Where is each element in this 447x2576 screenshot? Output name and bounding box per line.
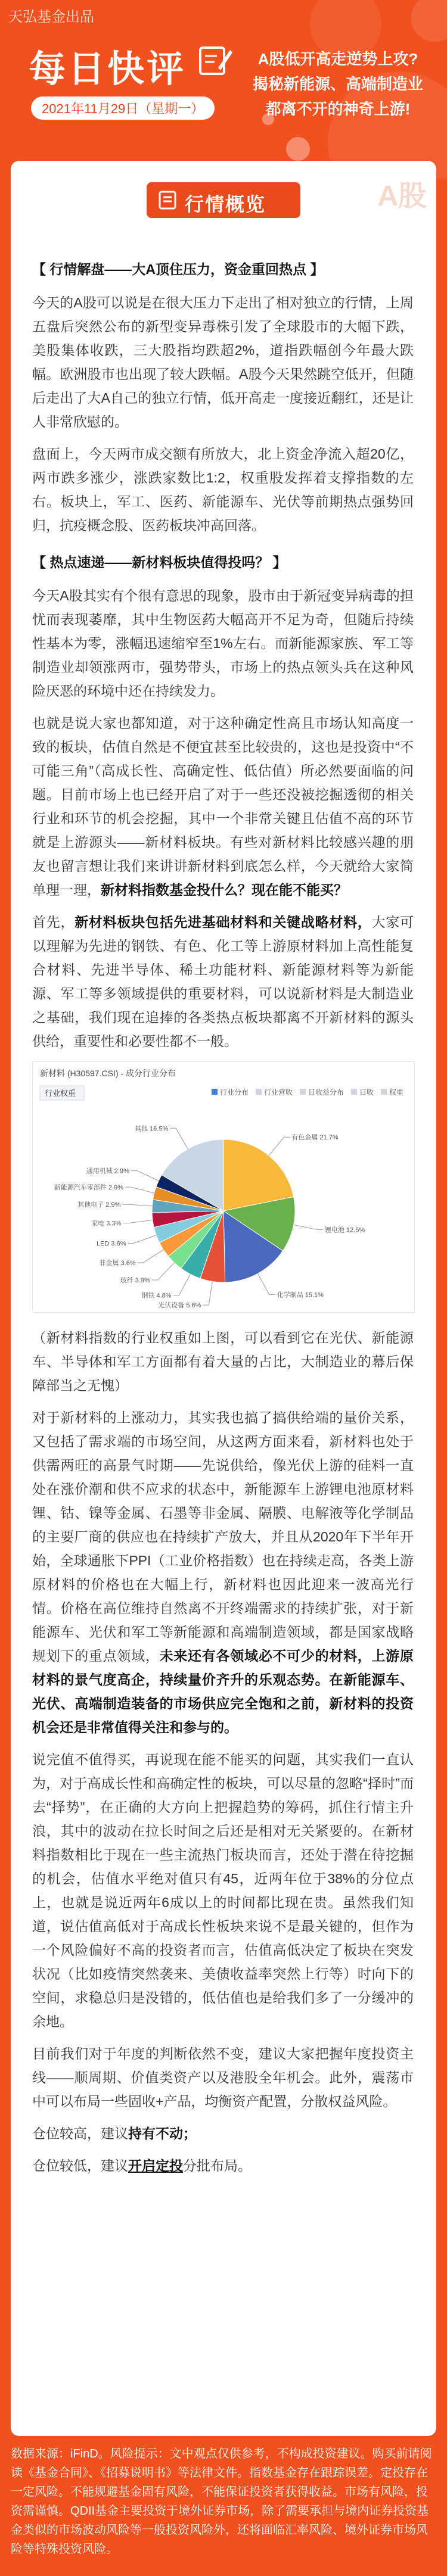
pie-slice-label: 钢铁 4.8% [141,1292,172,1300]
paragraph-9: 目前我们对于年度的判断依然不变，建议大家把握年度投资主线——顺周期、价值类资产以及港股全年机会。此外，震荡市中可以布局一些固收+产品，均衡资产配置，分散权益风险。 [32,2046,414,2109]
date-badge: 2021年11月29日（星期一） [31,96,215,120]
pie-label-line [125,1187,154,1193]
pie-label-line [294,1225,323,1230]
pie-slice-label: 有色金属 21.7% [291,1134,339,1142]
article-body [32,244,414,2186]
content-card [11,161,436,2436]
pie-label-line [152,1263,175,1280]
pie-slice-label: 其他 16.5% [134,1125,169,1133]
legend-swatch [300,1089,306,1095]
pie-slice-label: 非金属 3.6% [99,1259,136,1267]
paragraph-6: （新材料指数的行业权重如上图，可以看到它在光伏、新能源车、半导体和军工方面都有着大量的占比，大制造业的幕后保障部当之无愧） [32,1330,414,1393]
pie-label-line [170,1128,188,1149]
pie-slice-label: 化学制品 15.1% [277,1291,324,1299]
pie-label-line [122,1204,152,1206]
pie-label-line [203,1282,212,1306]
chart-legend [212,1088,403,1097]
heading-market: 【 行情解盘——大A顶住压力，资金重回热点 】 [32,261,324,277]
paragraph-5-bold: 新材料板块包括先进基础材料和关键战略材料， [74,914,372,930]
doc-icon [157,190,178,210]
pie-label-line [123,1220,153,1223]
pie-slice-label: 家电 3.3% [91,1220,122,1228]
paragraph-5-text: 大家可以理解为先进的钢铁、有色、化工等上游原材料加上高性能复合材料、先进半导体、稀土功能材料、新能源材料等为新能源、军工等多领域提供的重要材料，可以说新材料是大制造业之基础，我们现在追捧的各类热点板块都离不开新材料的源头供给，重要性和必要性都不一般。 [32,914,414,1049]
paragraph-2: 盘面上，今天两市成交额有所放大，北上资金净流入超20亿，两市跌多涨少，涨跌家数比1:2，权重股发挥着支撑指数的左右。板块上，军工、医药、新能源车、光伏等前期热点强势回归，抗疫概念股、医药板块冲高回落。 [32,446,414,533]
page-title: 每日快评 [29,47,187,91]
slogan-line-1: A股低开高走逆势上攻? [257,50,418,68]
paragraph-5-lead: 首先， [32,914,75,930]
legend-swatch [351,1089,357,1095]
paragraph-3: 今天A股其实有个很有意思的现象，股市由于新冠变异病毒的担忧而表现萎靡，其中生物医药大幅高开不足为奇，但随后持续性基本为零，涨幅迅速缩窄至1%左右。而新能源家族、军工等制造业却领涨两市，强势带头，市场上的热点领头兵在这种风险厌恶的环境中还在持续发力。 [32,588,414,699]
paragraph-11 [32,2154,414,2178]
pie-slice-label: 玻纤 3.9% [120,1277,150,1285]
paragraph-10 [32,2122,414,2145]
section-title [147,182,300,218]
paragraph-5 [32,910,414,1053]
pie-label-line [269,1137,290,1155]
paragraph-1: 今天的A股可以说是在很大压力下走出了相对独立的行情，上周五盘后突然公布的新型变异毒株引发了全球股市的大幅下跌，美股集体收跌，三大股指均跌超2%，道指跌幅创今年最大跌幅。欧洲股市也出现了较大跌幅。A股今天果然跳空低开，但随后走出了大A自己的独立行情，低开高走一度接近翻红，还是让人非常欣慰的。 [32,295,414,429]
chart-title: 新材料 (H30597.CSI) - 成分行业分布 [40,1069,176,1078]
paragraph-8: 说完值不值得买，再说现在能不能买的问题，其实我们一直认为，对于高成长性和高确定性的板块，可以尽量的忽略“择时”而去“择势”，在正确的大方向上把握趋势的筹码，抓住行情主升浪，其中的波动在拉长时间之后还是相对无关紧要的。在新材料指数相比于现在一些主流热门板块而言，还处于潜在待挖掘的机会，估值水平绝对值只有45，近两年位于38%的分位点上，也就是说近两年6成以上的时间都比现在贵。虽然我们知道，说估值高低对于高成长性板块来说不是最关键的，但作为一个风险偏好不高的投资者而言，估值高低决定了板块在突发状况（比如疫情突然袭来、美债收益率突然上行等）时向下的空间，求稳总归是没错的，低估值也是给我们多了一分缓冲的余地。 [32,1752,414,2029]
legend-swatch [256,1089,262,1095]
legend-item[interactable]: 行业分布 [220,1088,249,1097]
pie-slices [152,1139,295,1282]
legend-item[interactable]: 日收益分布 [308,1088,344,1097]
paragraph-7 [32,1406,414,1739]
section-title-label: 行情概览 [185,194,266,215]
legend-swatch [381,1089,387,1095]
pie-label-line [131,1171,159,1181]
brand-label: 天弘基金出品 [8,9,94,25]
paragraph-4-text: 也就是说大家也都知道，对于这种确定性高且市场认知高度一致的板块，估值自然是不便宜甚至比较贵的，这也是投资中“不可能三角”（高成长性、高确定性、低估值）所必然要面临的问题。目前市场上也已经开启了对于一些还没被挖掘透彻的相关行业和环节的机会挖掘，其中一个非常关键且估值不高的环节就是上游源头——新材料板块。有些对新材料比较感兴趣的朋友也留言想让我们来讲讲新材料到底怎么样，今天就给大家简单理一理， [32,715,414,898]
pie-slice-label: LED 3.6% [96,1240,126,1248]
paragraph-4-bold: 新材料指数基金投什么？现在能不能买？ [101,882,347,898]
paragraph-7-text: 对于新材料的上涨动力，其实我也搞了搞供给端的量价关系，又包括了需求端的市场空间，从这两方面来看，新材料也处于供需两旺的高景气时期——先说供给，像光伏上游的硅料一直处在涨价潮和供不应求的状态中，新能源车上游锂电池原材料锂、钴、镍等金属、石墨等非金属、隔膜、电解液等化学制品的主要厂商的供应也在持续扩产放大，并且从2020年下半年开始，全球通胀下PPI（工业价格指数）也在持续走高，各类上游原材料的价格也在大幅上行，新材料也因此迎来一波高光行情。价格在高位维持自然离不开终端需求的持续扩张，对于新能源车、光伏和军工等新能源和高端制造领域，都是国家战略规划下的重点领域， [32,1410,414,1664]
pie-slice-label: 光伏设备 5.6% [158,1302,201,1310]
industry-pie-chart [32,1061,415,1313]
chart-tab-industry-weight[interactable]: 行业权重 [45,1089,76,1098]
paragraph-11-tail: 分批布局。 [183,2158,252,2173]
slogan [253,46,423,122]
slogan-line-2: 揭秘新能源、高端制造业 [252,75,423,93]
legend-item[interactable]: 权重 [389,1088,404,1097]
pie-slice-label: 其他电子 2.9% [77,1201,121,1209]
pie-label-line [258,1273,275,1294]
heading-hotspot: 【 热点速递——新材料板块值得投吗？ 】 [32,555,287,570]
pie-label-line [138,1250,164,1263]
pie-label-line [128,1235,157,1244]
header [0,0,447,179]
paragraph-10-text: 仓位较高，建议 [32,2126,128,2141]
pie-label-line [173,1274,191,1295]
disclaimer-footer: 数据来源：iFinD。风险提示：文中观点仅供参考，不构成投资建议。购买前请阅读《基金合同》、《招募说明书》等法律文件。指数基金存在跟踪误差。定投存在一定风险。不能规避基金固有风险，不能保证投资者获得收益。市场有风险，投资需谨慎。QDII基金主要投资于境外证券市场，除了需要承担与境内证券投资基金类似的市场波动风险等一般投资风险外，还将面临汇率风险、境外证券市场风险等特殊投资风险。 [11,2447,432,2556]
slogan-line-3: 都离不开的神奇上游! [265,100,411,118]
pie-slice-label: 通用机械 2.9% [86,1167,129,1175]
legend-item[interactable]: 日收 [359,1088,374,1097]
pie-slice-label: 新能源汽车零部件 2.9% [54,1184,124,1192]
legend-item[interactable]: 行业营收 [264,1088,293,1097]
paragraph-4 [32,711,414,902]
paragraph-11-bold: 开启定投 [128,2158,183,2173]
pie-slice-label: 锂电池 12.5% [324,1226,365,1234]
legend-swatch [212,1089,218,1095]
paragraph-7-bold: 未来还有各领域必不可少的材料，上游原材料的景气度高企，持续量价齐升的乐观态势。在新能源车、光伏、高端制造装备的市场供应完全饱和之前，新材料的投资机会还是非常值得关注和参与的。 [32,1648,414,1735]
paragraph-11-text: 仓位较低，建议 [32,2158,128,2173]
watermark: A股 [377,180,427,212]
paragraph-10-bold: 持有不动； [128,2126,197,2141]
pen-note-icon [197,42,232,77]
pie-chart-svg [33,1062,414,1312]
